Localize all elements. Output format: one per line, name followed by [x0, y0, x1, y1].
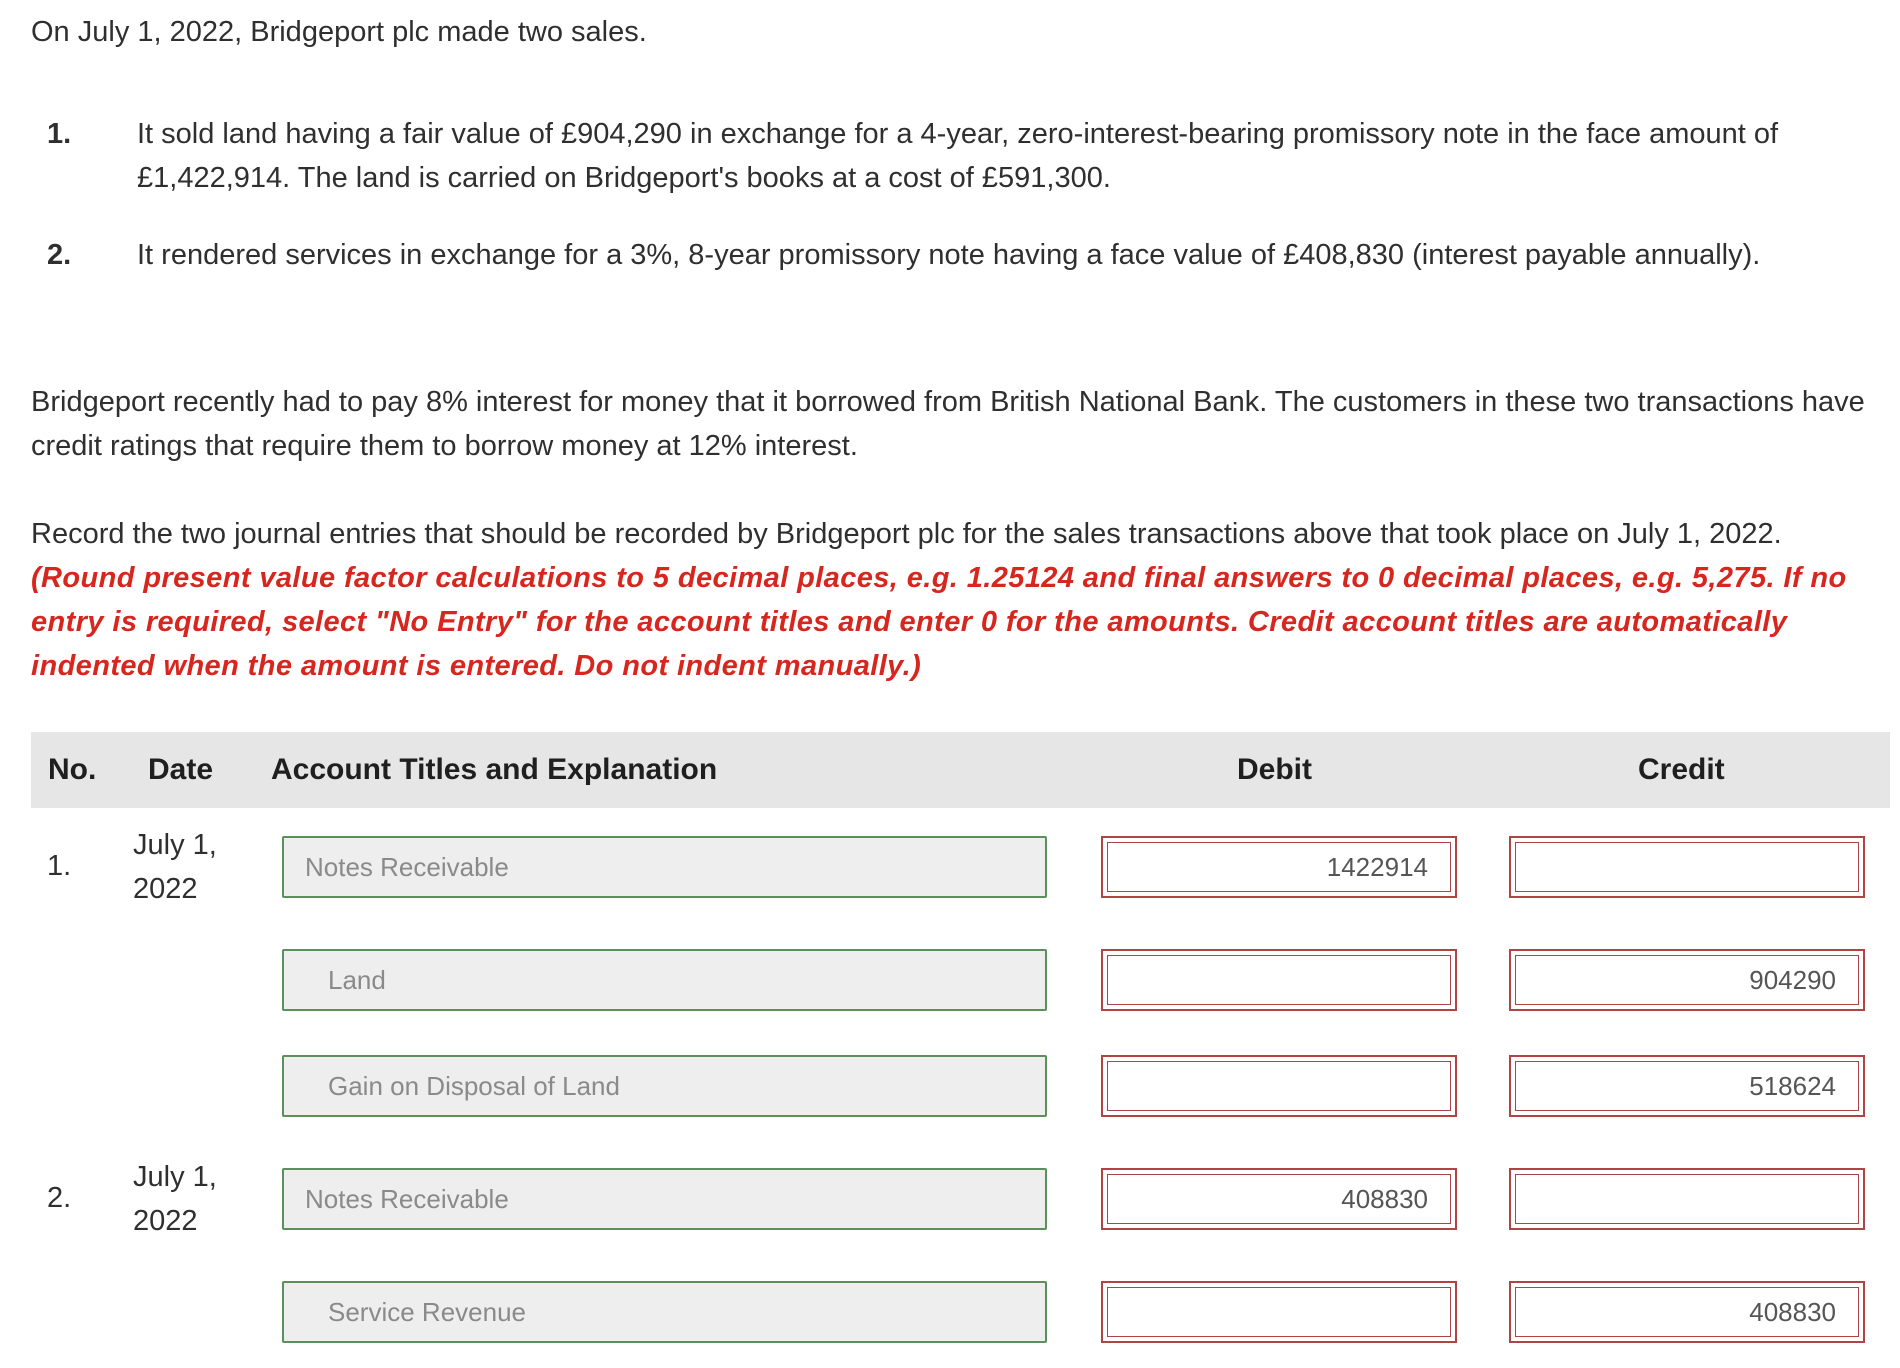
account-title-field[interactable]: Gain on Disposal of Land [282, 1055, 1047, 1117]
instructions-lead-text: Record the two journal entries that should be recorded by Bridgeport plc for the sales transactions above that took place on July 1, 2022. [31, 518, 1782, 550]
credit-amount-value[interactable]: 518624 [1515, 1061, 1859, 1111]
credit-amount-field[interactable] [1509, 1055, 1865, 1117]
entry-date [133, 823, 243, 911]
journal-table-header [31, 732, 1890, 808]
debit-amount-field[interactable] [1101, 1168, 1457, 1230]
credit-amount-field[interactable] [1509, 836, 1865, 898]
header-debit: Debit [1237, 753, 1312, 786]
header-date: Date [148, 753, 214, 786]
list-item-text: It rendered services in exchange for a 3%, 8-year promissory note having a face value of £408,830 (interest payable annually). [137, 239, 1761, 271]
account-title-field[interactable]: Land [282, 949, 1047, 1011]
debit-amount-field[interactable] [1101, 1055, 1457, 1117]
credit-amount-value[interactable]: 904290 [1515, 955, 1859, 1005]
account-title-field[interactable]: Notes Receivable [282, 1168, 1047, 1230]
intro-text: On July 1, 2022, Bridgeport plc made two sales. [31, 16, 647, 48]
entry-date-line2: 2022 [133, 1205, 198, 1237]
entry-date-line1: July 1, [133, 829, 217, 861]
entry-date-line1: July 1, [133, 1161, 217, 1193]
debit-amount-value[interactable] [1107, 1287, 1451, 1337]
entry-number: 1. [47, 850, 72, 882]
credit-amount-value[interactable] [1515, 1174, 1859, 1224]
entry-number: 2. [47, 1182, 72, 1214]
debit-amount-field[interactable] [1101, 1281, 1457, 1343]
account-title-field[interactable]: Service Revenue [282, 1281, 1047, 1343]
credit-amount-value[interactable] [1515, 842, 1859, 892]
header-account-titles: Account Titles and Explanation [271, 753, 718, 786]
rounding-instructions: (Round present value factor calculations to 5 decimal places, e.g. 1.25124 and final answers to 0 decimal places, e.g. 5,275. If no entry is required, select "No Entry" for the account titles and enter 0 for the amounts. Credit account titles are automatically indented when the amount is entered. Do not indent manually.) [31, 562, 1847, 682]
entry-date [133, 1155, 243, 1243]
interest-rate-paragraph: Bridgeport recently had to pay 8% interest for money that it borrowed from British National Bank. The customers in these two transactions have credit ratings that require them to borrow money at 12% interest. [31, 386, 1865, 462]
list-item-text: It sold land having a fair value of £904,290 in exchange for a 4-year, zero-interest-bearing promissory note in the face amount of £1,422,914. The land is carried on Bridgeport's books at a cost of £591,300. [137, 118, 1779, 194]
debit-amount-field[interactable] [1101, 836, 1457, 898]
header-no: No. [48, 753, 97, 786]
credit-amount-field[interactable] [1509, 1281, 1865, 1343]
entry-date-line2: 2022 [133, 873, 198, 905]
credit-amount-field[interactable] [1509, 1168, 1865, 1230]
account-title-field[interactable]: Notes Receivable [282, 836, 1047, 898]
debit-amount-value[interactable] [1107, 955, 1451, 1005]
credit-amount-value[interactable]: 408830 [1515, 1287, 1859, 1337]
debit-amount-value[interactable] [1107, 1061, 1451, 1111]
debit-amount-value[interactable]: 1422914 [1107, 842, 1451, 892]
instructions-paragraph [31, 512, 1871, 688]
list-item-number: 2. [47, 239, 72, 271]
list-item-number: 1. [47, 118, 72, 150]
debit-amount-field[interactable] [1101, 949, 1457, 1011]
header-credit: Credit [1638, 753, 1725, 786]
credit-amount-field[interactable] [1509, 949, 1865, 1011]
debit-amount-value[interactable]: 408830 [1107, 1174, 1451, 1224]
